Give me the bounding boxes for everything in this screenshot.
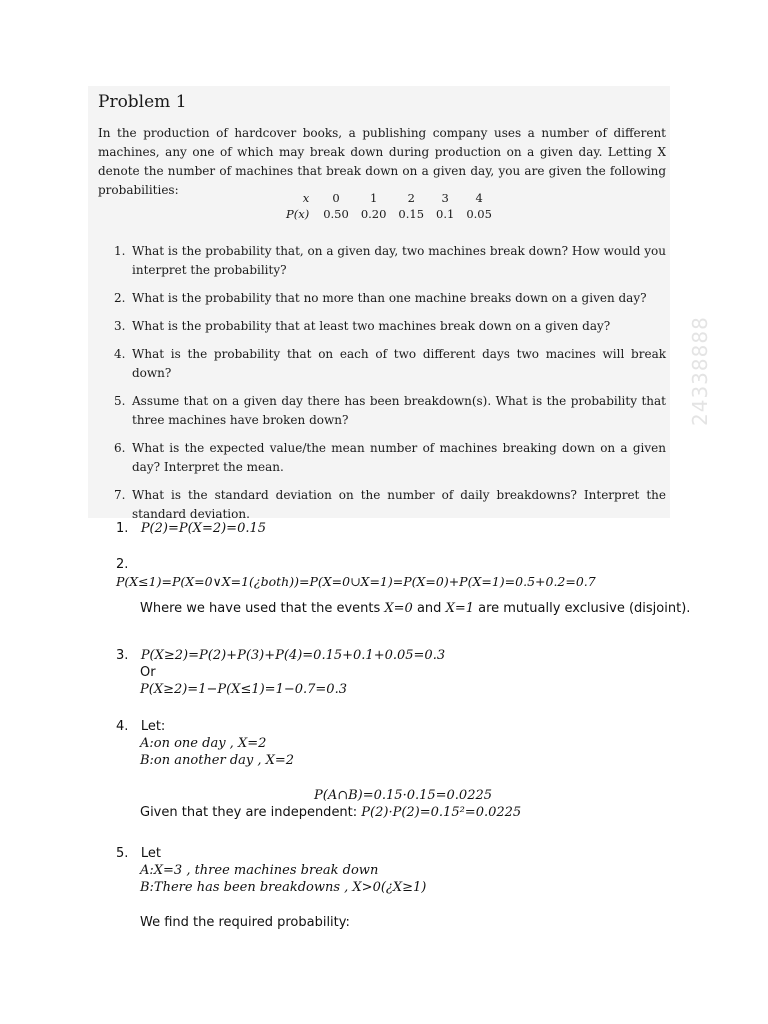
solution-number: 2. bbox=[116, 557, 129, 572]
watermark-stamp: 24338888 bbox=[688, 316, 712, 426]
intersection-equation: P(A∩B)=0.15·0.15=0.0225 bbox=[314, 788, 493, 803]
solution-2 bbox=[116, 556, 690, 617]
solution-equation: P(2)=P(X=2)=0.15 bbox=[140, 521, 267, 536]
solution-equation-alt: P(X≥2)=1−P(X≤1)=1−0.7=0.3 bbox=[140, 682, 347, 697]
question-item bbox=[114, 242, 666, 280]
independence-note: Given that they are independent: P(2)·P(2)=0.15²=0.0225 bbox=[140, 805, 522, 820]
solution-note: Where we have used that the events X=0 and X=1 are mutually exclusive (disjoint). bbox=[140, 601, 691, 616]
problem-scan bbox=[88, 86, 712, 521]
question-list bbox=[114, 242, 666, 533]
question-text: What is the probability that, on a given day, two machines break down? How would you interpret the probability? bbox=[132, 244, 666, 277]
let-label: Let bbox=[140, 846, 161, 861]
question-number: 4. bbox=[114, 347, 126, 361]
question-text: Assume that on a given day there has been breakdown(s). What is the probability that three machines have broken down? bbox=[132, 394, 666, 427]
question-item bbox=[114, 392, 666, 430]
solution-number: 5. bbox=[116, 846, 129, 861]
question-text: What is the probability that on each of two different days two macines will break down? bbox=[132, 347, 666, 380]
p-row bbox=[280, 206, 498, 222]
x-row bbox=[280, 190, 498, 206]
or-label: Or bbox=[140, 665, 156, 680]
question-text: What is the probability that at least two machines break down on a given day? bbox=[132, 319, 611, 333]
required-probability-note: We find the required probability: bbox=[140, 915, 350, 930]
question-number: 2. bbox=[114, 291, 126, 305]
solution-1 bbox=[116, 520, 266, 537]
solution-number: 4. bbox=[116, 719, 129, 734]
p-value: 0.05 bbox=[466, 207, 492, 221]
question-item bbox=[114, 486, 666, 524]
question-item bbox=[114, 289, 666, 308]
p-value: 0.50 bbox=[323, 207, 349, 221]
x-label: x bbox=[302, 191, 310, 205]
problem-title: Problem 1 bbox=[98, 92, 187, 112]
event-a-def: A:on one day , X=2 bbox=[140, 736, 267, 751]
question-number: 3. bbox=[114, 319, 126, 333]
solution-5 bbox=[116, 845, 426, 931]
solution-4 bbox=[116, 718, 521, 821]
solution-equation: P(X≤1)=P(X=0∨X=1(¿both))=P(X=0∪X=1)=P(X=0)+P(X=1)=0.5+0.2=0.7 bbox=[116, 574, 596, 589]
question-number: 7. bbox=[114, 488, 126, 502]
solution-equation: P(X≥2)=P(2)+P(3)+P(4)=0.15+0.1+0.05=0.3 bbox=[140, 648, 446, 663]
solution-number: 3. bbox=[116, 648, 129, 663]
question-item bbox=[114, 345, 666, 383]
p-label: P(x) bbox=[286, 207, 310, 221]
p-value: 0.1 bbox=[436, 207, 455, 221]
let-label: Let: bbox=[140, 719, 166, 734]
x-value: 0 bbox=[332, 191, 340, 205]
event-b-def: B:on another day , X=2 bbox=[140, 753, 295, 768]
question-text: What is the expected value/the mean number of machines breaking down on a given day? Interpret the mean. bbox=[132, 441, 666, 474]
question-item bbox=[114, 317, 666, 336]
x-value: 4 bbox=[475, 191, 483, 205]
question-number: 6. bbox=[114, 441, 126, 455]
question-text: What is the standard deviation on the number of daily breakdowns? Interpret the standard deviation. bbox=[132, 488, 666, 521]
x-value: 3 bbox=[441, 191, 449, 205]
p-value: 0.20 bbox=[360, 207, 387, 221]
solution-number: 1. bbox=[116, 521, 129, 536]
question-number: 1. bbox=[114, 244, 126, 258]
problem-intro: In the production of hardcover books, a publishing company uses a number of different machines, any one of which may break down during production on a given day. Letting X denote the number of machines that break down on a given day, you are given the following probabilities: bbox=[98, 126, 666, 197]
question-text: What is the probability that no more than one machine breaks down on a given day? bbox=[132, 291, 647, 305]
event-b-def: B:There has been breakdowns , X>0(¿X≥1) bbox=[140, 880, 427, 895]
p-value: 0.15 bbox=[398, 207, 425, 221]
solution-3 bbox=[116, 647, 445, 698]
probability-table bbox=[280, 190, 498, 222]
event-a-def: A:X=3 , three machines break down bbox=[140, 863, 379, 878]
x-value: 1 bbox=[369, 191, 378, 205]
question-item bbox=[114, 439, 666, 477]
question-number: 5. bbox=[114, 394, 126, 408]
x-value: 2 bbox=[407, 191, 415, 205]
